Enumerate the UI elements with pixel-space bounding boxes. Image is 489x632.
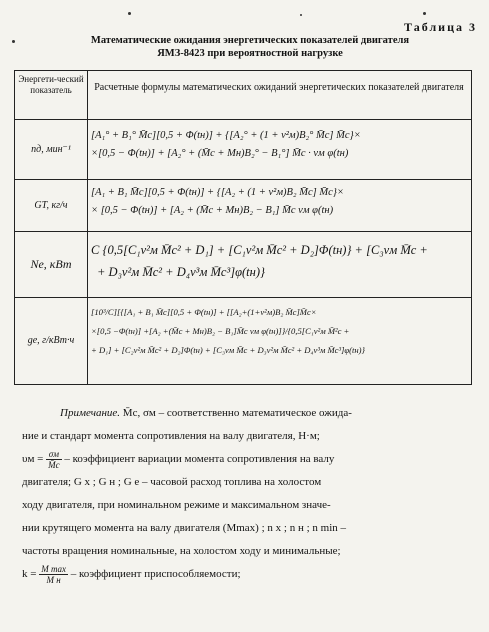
vm-fraction-numerator: σм: [46, 449, 62, 460]
scan-speck: [128, 12, 131, 15]
formula-line: [10³/C][{[A₁ + B₁ M̄c][0,5 + Φ(tн)] + [[A₂+(1+v²м)B₂ M̄c]M̄c×: [91, 307, 317, 317]
note-line: ходу двигателя, при номинальном режиме и максимальном значе-: [22, 499, 331, 511]
note-line: нии крутящего момента на валу двигателя (Mmax) ; n x ; n н ; n min –: [22, 522, 347, 534]
row-param-label: Nе, кВт: [30, 256, 72, 271]
scan-speck: [12, 40, 15, 43]
note-text: – коэффициент вариации момента сопротивления на валу: [64, 453, 335, 465]
note-text: – коэффициент приспособляемости;: [70, 568, 241, 580]
note-line: ние и стандарт момента сопротивления на валу двигателя, Н·м;: [22, 430, 320, 442]
table-title-line: ЯМЗ-8423 при вероятностной нагрузке: [157, 48, 343, 59]
note-line: [22, 402, 472, 425]
scan-speck: [423, 12, 426, 15]
k-fraction-numerator: M max: [41, 563, 66, 574]
note-line: [22, 448, 472, 471]
note-text: M̄c, σм – соответственно математическое ожида-: [122, 407, 352, 419]
row-param-label: gе, г/кВт·ч: [27, 334, 75, 346]
formula-line: + D₃v²м M̄c² + D₄v³м M̄c³]φ(tн)}: [97, 265, 265, 279]
formula-line: [A₁° + B₁° M̄c][0,5 + Φ(tн)] + {[A₂° + (1 + v²м)B₂° M̄c] M̄c}×: [91, 130, 361, 141]
note-line: двигателя; G x ; G н ; G e – часовой расход топлива на холостом: [22, 476, 322, 488]
formula-line: C {0,5[C₁v²м M̄c² + D₁] + [C₁v²м M̄c² + D₂]Φ(tн)} + [C₃vм M̄c +: [91, 243, 428, 257]
table-title-line: Математические ожидания энергетических показателей двигателя: [90, 35, 410, 46]
row-param-label: GT, кг/ч: [34, 199, 68, 211]
row-param-label: nд, мин⁻¹: [31, 143, 71, 155]
formula-line: ×[0,5 −Φ(tн)] +[A₂ +(M̄c + Mн)B₂ − B₁]M̄c vм φ(tн)]}/{0,5[C₁v²м M̄²c +: [91, 326, 350, 336]
note-line: частоты вращения номинальные, на холостом ходу и минимальные;: [22, 545, 341, 557]
vm-fraction: [46, 449, 62, 470]
formula-line: + D₁] + [C₂v²м M̄c² + D₂]Φ(tн) + [C₃vм M̄c + D₃v²м M̄c² + D₄v³м M̄c³]φ(tн)}: [91, 345, 365, 355]
formula-line: ×[0,5 − Φ(tн)] + [A₂° + (M̄c + Mн)B₂° − B₁°] M̄c · vм φ(tн): [91, 148, 349, 159]
row-formula: [91, 127, 467, 163]
table-title: [40, 34, 460, 60]
formula-line: [A₁ + B₁ M̄c][0,5 + Φ(tн)] + {[A₂ + (1 + v²м)B₂ M̄c] M̄c}×: [91, 187, 345, 198]
note-lead: Примечание.: [60, 407, 121, 419]
table-number-label: Таблица 3: [404, 20, 477, 34]
note-section: [22, 402, 472, 586]
k-symbol: k =: [22, 568, 37, 580]
note-line: [22, 563, 472, 586]
formula-table: [14, 70, 472, 385]
column-header-indicator: Энергети-ческий показатель: [18, 74, 84, 95]
row-formula: [91, 184, 467, 220]
row-formula: [91, 239, 467, 283]
vm-fraction-denominator: M̄c: [48, 459, 60, 470]
k-fraction: [39, 564, 68, 585]
vm-symbol: υм =: [22, 453, 44, 465]
row-formula: [91, 303, 467, 360]
column-header-formulas: Расчетные формулы математических ожиданий энергетических показателей двигателя: [94, 82, 464, 93]
formula-line: × [0,5 − Φ(tн)] + [A₂ + (M̄c + Mн)B₂ − B₁] M̄c vм φ(tн): [91, 205, 334, 216]
scan-speck: [300, 14, 302, 16]
k-fraction-denominator: M н: [46, 574, 61, 585]
